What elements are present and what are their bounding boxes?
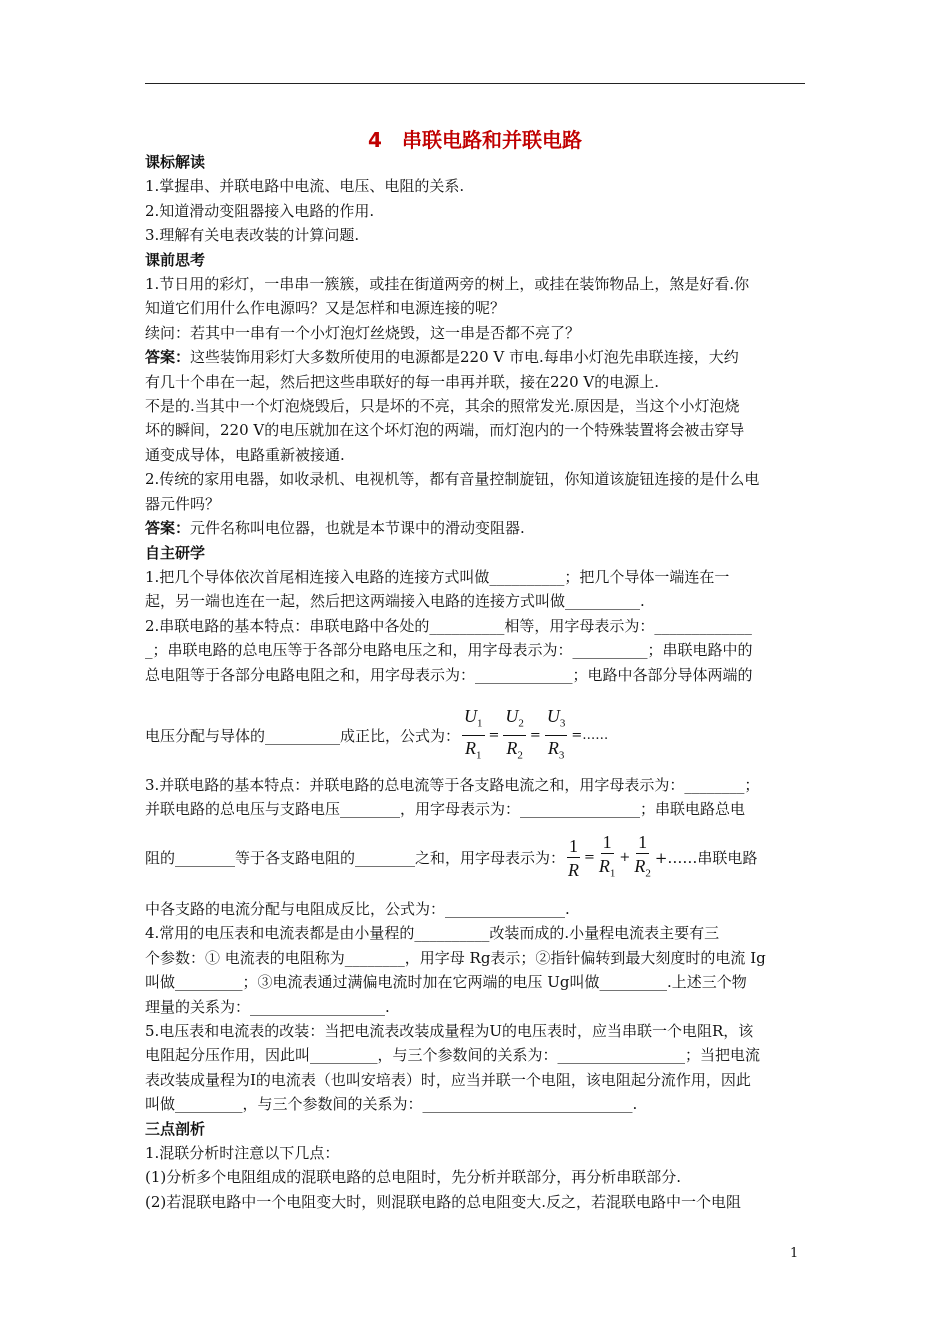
header-rule <box>145 83 805 84</box>
section-parallel <box>145 773 807 822</box>
text-line: 有几十个串在一起，然后把这些串联好的每一串再并联，接在220 V的电源上. <box>145 372 660 391</box>
page-title: 4 串联电路和并联电路 <box>368 128 582 152</box>
text-line: 器元件吗？ <box>145 494 221 513</box>
text-line: 4.常用的电压表和电流表都是由小量程的__________改装而成的.小量程电流表主要有三 <box>145 924 720 943</box>
text-line: 电阻起分压作用，因此叫_________，与三个参数间的关系为：_________________；当把电流 <box>145 1046 761 1065</box>
text-line: 不是的.当其中一个灯泡烧毁后，只是坏的不亮，其余的照常发光.原因是，当这个小灯泡烧 <box>145 397 740 416</box>
series-voltage-formula: 电压分配与导体的__________成正比，公式为： $\frac{U_1}{R_1}$ = $\frac{U_2}{R_2}$ = $\frac{U_3}{R_3}$ =…… <box>145 706 807 765</box>
text-line: 理量的关系为：__________________. <box>145 997 390 1016</box>
answer-label: 答案： <box>145 519 191 538</box>
text-line: 1.把几个导体依次首尾相连接入电路的连接方式叫做__________；把几个导体一端连在一 <box>145 567 730 586</box>
section-heading: 课前思考 <box>145 250 206 269</box>
text-line: 表改装成量程为I的电流表（也叫安培表）时，应当并联一个电阻，该电阻起分流作用，因此 <box>145 1070 751 1089</box>
page-number: 1 <box>790 1246 799 1261</box>
text-line: (1)分析多个电阻组成的混联电路的总电阻时，先分析并联部分，再分析串联部分. <box>145 1168 682 1187</box>
fraction: $\frac{U_3}{R_3}$ <box>546 706 566 762</box>
answer-text: 元件名称叫电位器，也就是本节课中的滑动变阻器. <box>190 519 525 538</box>
text-line: 1.节日用的彩灯，一串串一簇簇，或挂在街道两旁的树上，或挂在装饰物品上，煞是好看.你 <box>145 275 750 294</box>
text-line: 起，另一端也连在一起，然后把这两端接入电路的连接方式叫做__________. <box>145 592 645 611</box>
section-heading: 自主研学 <box>145 543 206 562</box>
formula-lead-text: 电压分配与导体的__________成正比，公式为： <box>145 727 461 746</box>
text-line: 续问：若其中一串有一个小灯泡灯丝烧毁，这一串是否都不亮了？ <box>145 323 581 342</box>
text-line: 2.传统的家用电器，如收录机、电视机等，都有音量控制旋钮，你知道该旋钮连接的是什么电 <box>145 470 760 489</box>
answer-line <box>145 345 807 369</box>
text-line: 2.知道滑动变阻器接入电路的作用. <box>145 201 375 220</box>
text-line: 个参数：① 电流表的电阻称为________，用字母 Rg表示；②指针偏转到最大刻度时的电流 Ig <box>145 948 766 967</box>
text-line: (2)若混联电路中一个电阻变大时，则混联电路的总电阻变大.反之，若混联电路中一个电阻 <box>145 1192 742 1211</box>
section-heading: 三点剖析 <box>145 1119 206 1138</box>
text-line: 总电阻等于各部分电路电阻之和，用字母表示为：_____________；电路中各部分导体两端的 <box>145 665 753 684</box>
fraction: $\frac{1}{R_2}$ <box>634 832 651 880</box>
text-line: 叫做_________；③电流表通过满偏电流时加在它两端的电压 Ug叫做_________.上述三个物 <box>145 973 747 992</box>
fraction: $\frac{1}{R}$ <box>568 835 580 880</box>
text-line: 3.理解有关电表改装的计算问题. <box>145 226 360 245</box>
section-heading: 课标解读 <box>145 153 206 171</box>
answer-label: 答案： <box>145 348 191 367</box>
fraction: $\frac{U_2}{R_2}$ <box>505 706 524 762</box>
fraction: $\frac{U_1}{R_1}$ <box>464 706 483 762</box>
text-line: 1.掌握串、并联电路中电流、电压、电阻的关系. <box>145 177 465 196</box>
text-line: 并联电路的总电压与支路电压________，用字母表示为：________________；串联电路总电 <box>145 800 746 819</box>
section-meters <box>145 897 807 1214</box>
text-line: _；串联电路的总电压等于各部分电路电压之和，用字母表示为：__________；串联电路中的 <box>145 641 753 660</box>
text-line: 2.串联电路的基本特点：串联电路中各处的__________相等，用字母表示为：_____________ <box>145 616 752 635</box>
answer-line <box>145 516 807 540</box>
text-line: 中各支路的电流分配与电阻成反比，公式为：________________. <box>145 900 570 918</box>
text-line: 知道它们用什么作电源吗？又是怎样和电源连接的呢？ <box>145 299 506 318</box>
parallel-resistance-formula: 阻的________等于各支路电阻的________之和，用字母表示为： $\frac{1}{R}$ = $\frac{1}{R_1}$ + $\frac{1}{R_2}$ +……串联电路 <box>145 832 807 884</box>
text-line: 叫做_________，与三个参数间的关系为：____________________________. <box>145 1095 638 1114</box>
text-line: 通变成导体，电路重新被接通. <box>145 445 345 464</box>
text-line: 3.并联电路的基本特点：并联电路的总电流等于各支路电流之和，用字母表示为：________； <box>145 776 760 794</box>
fraction: $\frac{1}{R_1}$ <box>598 832 616 880</box>
text-line: 5.电压表和电流表的改装：当把电流表改装成量程为U的电压表时，应当串联一个电阻R，该 <box>145 1022 754 1041</box>
answer-text: 这些装饰用彩灯大多数所使用的电源都是220 V 市电.每串小灯泡先串联连接，大约 <box>190 348 739 367</box>
formula-lead-text: 阻的________等于各支路电阻的________之和，用字母表示为： <box>145 849 566 868</box>
text-line: 坏的瞬间，220 V的电压就加在这个坏灯泡的两端，而灯泡内的一个特殊装置将会被击穿导 <box>145 421 745 440</box>
section-standards <box>145 150 807 687</box>
text-line: 1.混联分析时注意以下几点： <box>145 1144 340 1163</box>
